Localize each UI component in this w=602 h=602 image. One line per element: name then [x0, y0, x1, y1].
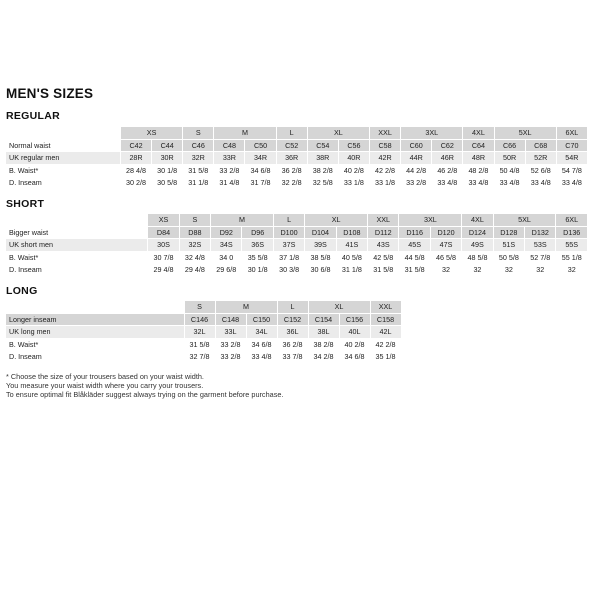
size-cell: C46: [183, 139, 214, 152]
table-row: [6, 139, 588, 152]
size-cell: 36 2/8: [276, 164, 307, 177]
size-cell: 50 4/8: [494, 164, 525, 177]
size-cell: C148: [215, 313, 246, 326]
size-cell: 42L: [370, 326, 401, 339]
size-notes: [6, 372, 283, 400]
size-cell: D88: [179, 226, 210, 239]
size-cell: C42: [120, 139, 151, 152]
size-cell: 48 5/8: [462, 251, 493, 264]
size-cell: D136: [556, 226, 588, 239]
size-cell: C54: [307, 139, 338, 152]
size-cell: 31 1/8: [336, 264, 367, 277]
size-cell: 31 4/8: [214, 177, 245, 190]
size-cell: C48: [214, 139, 245, 152]
size-cell: 46 2/8: [432, 164, 463, 177]
size-cell: 32: [525, 264, 556, 277]
size-cell: 51S: [493, 239, 524, 252]
size-cell: 33L: [215, 326, 246, 339]
empty-header-cell: [6, 301, 184, 313]
size-cell: 34L: [246, 326, 277, 339]
row-label: D. Inseam: [6, 264, 148, 277]
size-group-xl: XL: [305, 214, 368, 226]
size-cell: 52R: [525, 152, 556, 165]
size-cell: 34 6/8: [339, 351, 370, 364]
size-cell: 34 6/8: [245, 164, 276, 177]
size-cell: 36 2/8: [277, 338, 308, 351]
size-cell: 33 2/8: [215, 338, 246, 351]
size-group-l: L: [277, 301, 308, 313]
size-cell: 32 4/8: [179, 251, 210, 264]
size-cell: C44: [152, 139, 183, 152]
size-cell: 50 5/8: [493, 251, 524, 264]
size-cell: 39S: [305, 239, 336, 252]
size-group-m: M: [214, 127, 276, 139]
size-cell: 33 1/8: [338, 177, 369, 190]
size-cell: 54R: [556, 152, 587, 165]
size-cell: D116: [399, 226, 430, 239]
size-cell: 33R: [214, 152, 245, 165]
regular-heading: REGULAR: [6, 110, 61, 122]
size-cell: C56: [338, 139, 369, 152]
size-group-xl: XL: [308, 301, 370, 313]
size-cell: 30 2/8: [120, 177, 151, 190]
row-label: Bigger waist: [6, 226, 148, 239]
size-cell: 31 5/8: [184, 338, 215, 351]
long-heading: LONG: [6, 285, 38, 297]
table-row: [6, 326, 401, 339]
size-cell: 34S: [211, 239, 242, 252]
size-cell: C150: [246, 313, 277, 326]
short-size-table: [6, 214, 588, 277]
size-cell: C52: [276, 139, 307, 152]
size-cell: 35 1/8: [370, 351, 401, 364]
size-group-xxl: XXL: [368, 214, 399, 226]
size-cell: 50R: [494, 152, 525, 165]
size-cell: 30 6/8: [305, 264, 336, 277]
size-cell: 33 4/8: [494, 177, 525, 190]
size-cell: 40 5/8: [336, 251, 367, 264]
size-cell: D104: [305, 226, 336, 239]
size-cell: C154: [308, 313, 339, 326]
size-cell: 32: [556, 264, 588, 277]
size-group-4xl: 4XL: [463, 127, 494, 139]
size-cell: 31 5/8: [368, 264, 399, 277]
size-cell: 49S: [462, 239, 493, 252]
table-row: [6, 239, 588, 252]
size-cell: 32 5/8: [307, 177, 338, 190]
size-cell: D112: [368, 226, 399, 239]
size-cell: 37 1/8: [273, 251, 304, 264]
size-cell: D132: [525, 226, 556, 239]
size-cell: 33 2/8: [401, 177, 432, 190]
size-cell: 45S: [399, 239, 430, 252]
size-cell: D108: [336, 226, 367, 239]
row-label: B. Waist*: [6, 338, 184, 351]
size-cell: C62: [432, 139, 463, 152]
empty-header-cell: [6, 127, 120, 139]
size-group-3xl: 3XL: [401, 127, 463, 139]
note-line: You measure your waist width where you carry your trousers.: [6, 381, 204, 391]
size-cell: 41S: [336, 239, 367, 252]
table-row: [6, 313, 401, 326]
size-group-xxl: XXL: [369, 127, 400, 139]
size-cell: D128: [493, 226, 524, 239]
row-label: B. Waist*: [6, 164, 120, 177]
size-cell: 32: [493, 264, 524, 277]
note-line: To ensure optimal fit Blåkläder suggest always trying on the garment before purchase.: [6, 390, 284, 400]
size-cell: 32L: [184, 326, 215, 339]
row-label: D. Inseam: [6, 177, 120, 190]
size-cell: 34 2/8: [308, 351, 339, 364]
regular-size-table: [6, 127, 588, 190]
row-label: Longer inseam: [6, 313, 184, 326]
size-cell: 32R: [183, 152, 214, 165]
size-cell: 47S: [430, 239, 461, 252]
size-group-6xl: 6XL: [556, 127, 587, 139]
empty-header-cell: [6, 214, 148, 226]
size-cell: 46 5/8: [430, 251, 461, 264]
size-cell: 38 5/8: [305, 251, 336, 264]
size-cell: 43S: [368, 239, 399, 252]
size-cell: 31 1/8: [183, 177, 214, 190]
size-cell: C66: [494, 139, 525, 152]
size-cell: 42 2/8: [369, 164, 400, 177]
row-label: Normal waist: [6, 139, 120, 152]
size-cell: 44 5/8: [399, 251, 430, 264]
size-group-xl: XL: [307, 127, 369, 139]
size-cell: 48R: [463, 152, 494, 165]
size-group-l: L: [276, 127, 307, 139]
size-cell: D124: [462, 226, 493, 239]
size-cell: 33 2/8: [215, 351, 246, 364]
size-cell: 32 7/8: [184, 351, 215, 364]
size-cell: 30R: [152, 152, 183, 165]
size-cell: 32: [462, 264, 493, 277]
size-cell: C152: [277, 313, 308, 326]
size-cell: D100: [273, 226, 304, 239]
size-group-4xl: 4XL: [462, 214, 493, 226]
size-group-l: L: [273, 214, 304, 226]
size-cell: 32: [430, 264, 461, 277]
size-cell: 28R: [120, 152, 151, 165]
table-row: [6, 152, 588, 165]
size-cell: 40 2/8: [339, 338, 370, 351]
row-label: UK short men: [6, 239, 148, 252]
row-label: UK regular men: [6, 152, 120, 165]
size-cell: C58: [369, 139, 400, 152]
size-cell: 46R: [432, 152, 463, 165]
size-cell: 33 2/8: [214, 164, 245, 177]
row-label: B. Waist*: [6, 251, 148, 264]
size-cell: 38 2/8: [307, 164, 338, 177]
size-cell: 35 5/8: [242, 251, 273, 264]
size-cell: 53S: [525, 239, 556, 252]
size-group-xxl: XXL: [370, 301, 401, 313]
size-cell: 44R: [401, 152, 432, 165]
size-cell: 29 4/8: [179, 264, 210, 277]
size-cell: 31 5/8: [183, 164, 214, 177]
size-cell: 36R: [276, 152, 307, 165]
size-cell: 33 4/8: [525, 177, 556, 190]
size-cell: 40 2/8: [338, 164, 369, 177]
size-cell: C146: [184, 313, 215, 326]
long-size-table: [6, 301, 402, 364]
table-row: [6, 351, 401, 364]
note-line: * Choose the size of your trousers based on your waist width.: [6, 372, 204, 381]
size-group-xs: XS: [148, 214, 179, 226]
table-row: [6, 338, 401, 351]
size-cell: 33 4/8: [556, 177, 587, 190]
size-cell: 52 6/8: [525, 164, 556, 177]
size-cell: 42 5/8: [368, 251, 399, 264]
size-cell: 52 7/8: [525, 251, 556, 264]
size-cell: 34 0: [211, 251, 242, 264]
table-row: [6, 226, 588, 239]
size-cell: 30 7/8: [148, 251, 179, 264]
size-cell: 44 2/8: [401, 164, 432, 177]
size-cell: C70: [556, 139, 587, 152]
size-cell: 34 6/8: [246, 338, 277, 351]
size-cell: 42R: [369, 152, 400, 165]
size-cell: 38R: [307, 152, 338, 165]
size-cell: 32S: [179, 239, 210, 252]
size-cell: 55S: [556, 239, 588, 252]
size-cell: 32 2/8: [276, 177, 307, 190]
size-cell: 30 1/8: [152, 164, 183, 177]
table-row: [6, 177, 588, 190]
size-cell: 33 4/8: [463, 177, 494, 190]
size-cell: 30 5/8: [152, 177, 183, 190]
size-group-s: S: [184, 301, 215, 313]
size-cell: 31 5/8: [399, 264, 430, 277]
size-cell: 40R: [338, 152, 369, 165]
size-cell: D84: [148, 226, 179, 239]
table-row: [6, 164, 588, 177]
size-cell: 55 1/8: [556, 251, 588, 264]
size-group-3xl: 3XL: [399, 214, 462, 226]
size-cell: 29 6/8: [211, 264, 242, 277]
size-cell: 54 7/8: [556, 164, 587, 177]
size-cell: 30 3/8: [273, 264, 304, 277]
size-group-row: [6, 127, 588, 139]
size-cell: C60: [401, 139, 432, 152]
size-cell: 33 4/8: [432, 177, 463, 190]
size-group-s: S: [179, 214, 210, 226]
size-cell: 29 4/8: [148, 264, 179, 277]
size-cell: 40L: [339, 326, 370, 339]
size-cell: 37S: [273, 239, 304, 252]
size-group-m: M: [215, 301, 277, 313]
size-group-6xl: 6XL: [556, 214, 588, 226]
table-row: [6, 251, 588, 264]
size-cell: 42 2/8: [370, 338, 401, 351]
size-cell: 33 1/8: [369, 177, 400, 190]
size-cell: 34R: [245, 152, 276, 165]
size-cell: 38 2/8: [308, 338, 339, 351]
size-cell: C158: [370, 313, 401, 326]
size-cell: C50: [245, 139, 276, 152]
size-cell: 36L: [277, 326, 308, 339]
size-cell: 33 7/8: [277, 351, 308, 364]
size-cell: C68: [525, 139, 556, 152]
size-cell: 38L: [308, 326, 339, 339]
size-cell: C156: [339, 313, 370, 326]
size-group-m: M: [211, 214, 274, 226]
row-label: D. Inseam: [6, 351, 184, 364]
size-cell: D120: [430, 226, 461, 239]
page-title: MEN'S SIZES: [6, 86, 94, 101]
size-group-5xl: 5XL: [494, 127, 556, 139]
size-cell: 33 4/8: [246, 351, 277, 364]
size-cell: C64: [463, 139, 494, 152]
row-label: UK long men: [6, 326, 184, 339]
size-cell: D92: [211, 226, 242, 239]
size-cell: D96: [242, 226, 273, 239]
size-group-s: S: [183, 127, 214, 139]
size-cell: 36S: [242, 239, 273, 252]
table-row: [6, 264, 588, 277]
size-cell: 30 1/8: [242, 264, 273, 277]
size-cell: 31 7/8: [245, 177, 276, 190]
size-cell: 30S: [148, 239, 179, 252]
size-group-5xl: 5XL: [493, 214, 556, 226]
size-group-row: [6, 214, 588, 226]
size-cell: 28 4/8: [120, 164, 151, 177]
size-cell: 48 2/8: [463, 164, 494, 177]
short-heading: SHORT: [6, 198, 45, 210]
size-group-xs: XS: [120, 127, 182, 139]
size-group-row: [6, 301, 401, 313]
